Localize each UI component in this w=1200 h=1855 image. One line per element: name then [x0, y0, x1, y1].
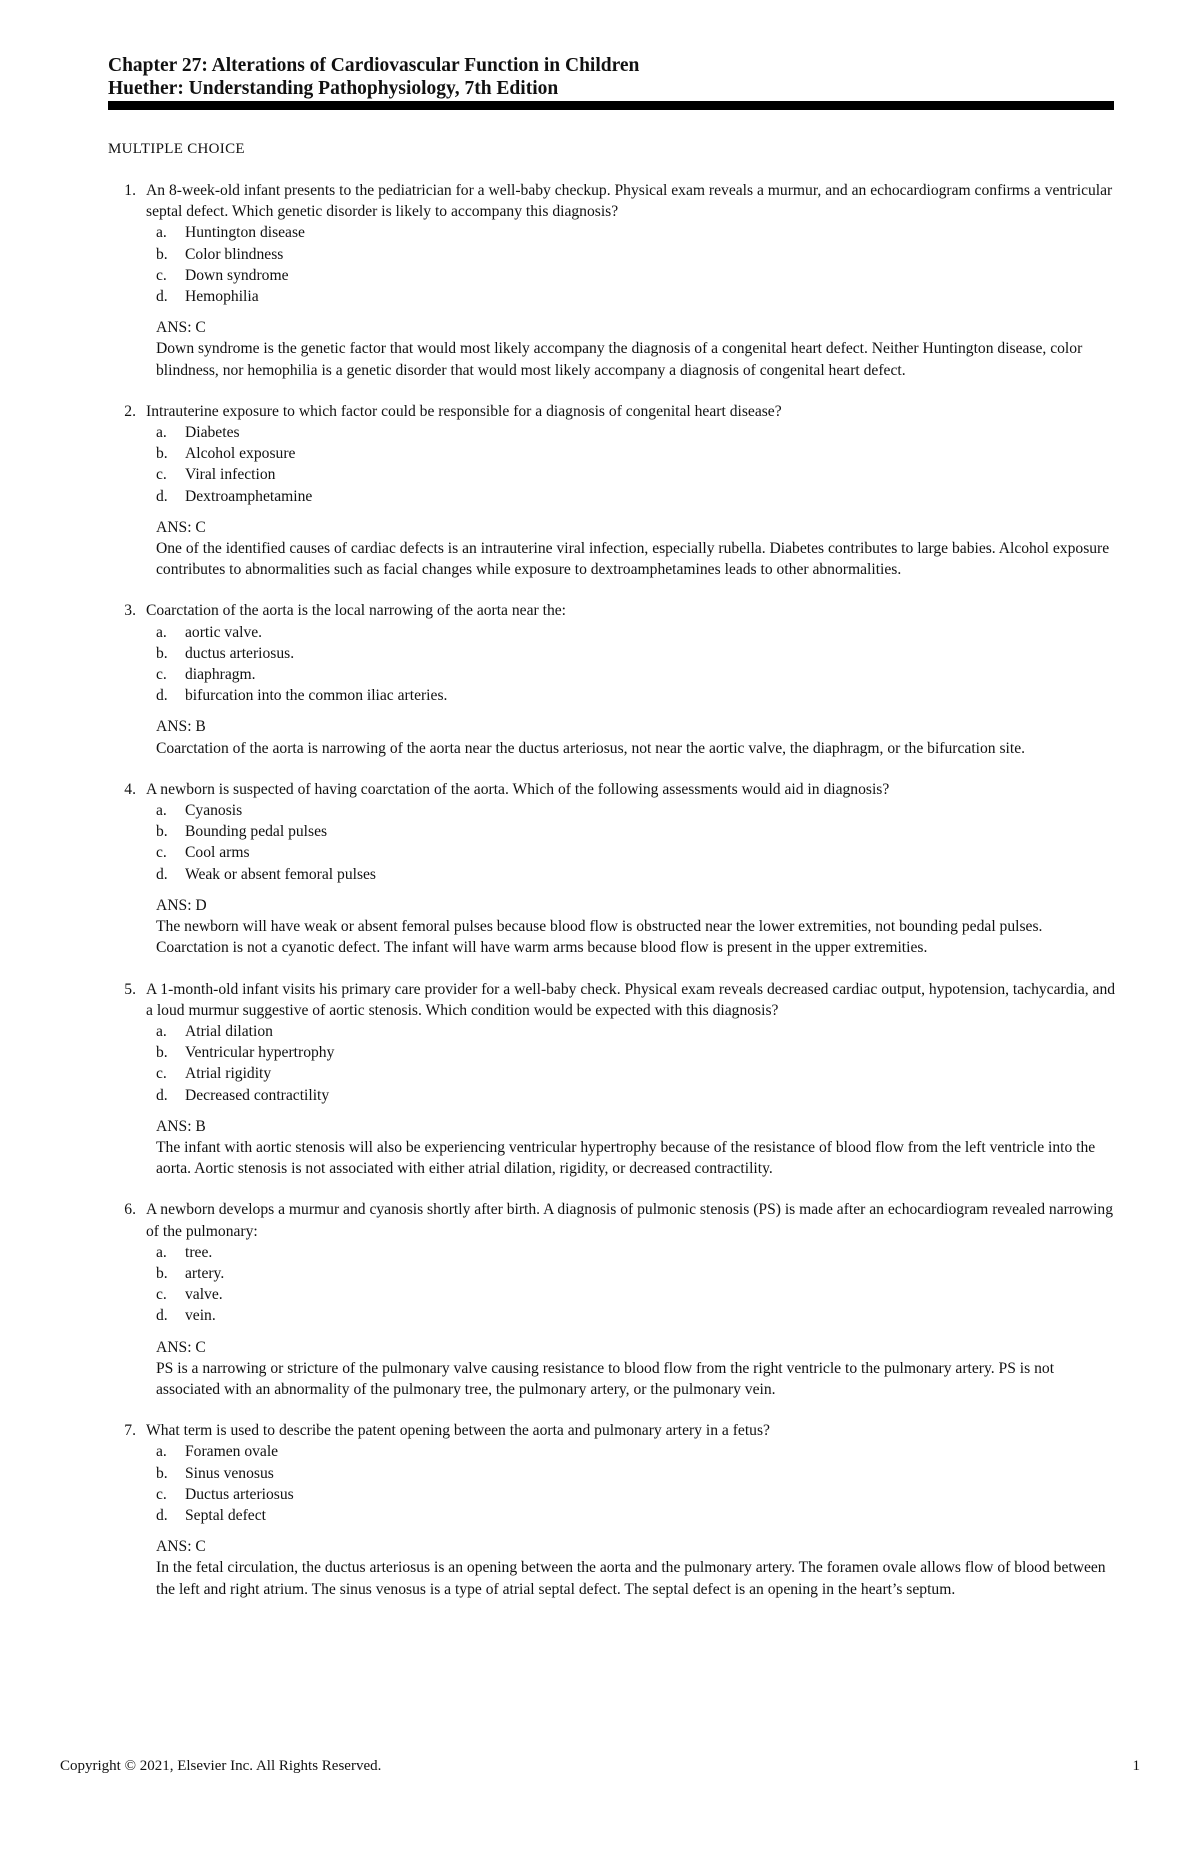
answer-rationale: In the fetal circulation, the ductus arteriosus is an opening between the aorta and the pulmonary artery. The foramen ovale allows flow of blood between the left and right atrium. The sinus venosus is a type of atrial septal defect. The septal defect is an opening in the heart’s septum.: [156, 1559, 1106, 1598]
answer-block: [156, 1337, 1118, 1401]
answer-key: ANS: C: [156, 1338, 206, 1356]
question-stem: A 1-month-old infant visits his primary care provider for a well-baby check. Physical exam reveals decreased cardiac output, hypotension, tachycardia, and a loud murmur suggestive of aortic stenosis. Which condition would be expected with this diagnosis?: [146, 980, 1116, 1019]
choice-text: Atrial rigidity: [185, 1065, 272, 1083]
choice-item: [156, 842, 1118, 863]
answer-key: ANS: B: [156, 1117, 206, 1135]
choice-item: [156, 486, 1118, 507]
answer-block: [156, 517, 1118, 581]
choice-letter: a.: [156, 1243, 167, 1261]
choice-letter: b.: [156, 1464, 168, 1482]
choice-item: [156, 685, 1118, 706]
choice-letter: a.: [156, 1443, 167, 1461]
question-item: [108, 401, 1118, 581]
choice-item: [156, 464, 1118, 485]
question-item: [108, 1199, 1118, 1400]
book-title: Huether: Understanding Pathophysiology, 7th Edition: [108, 78, 559, 99]
question-item: [108, 180, 1118, 381]
answer-key: ANS: C: [156, 518, 206, 536]
choice-list: [156, 1441, 1118, 1526]
choice-text: Diabetes: [185, 424, 240, 442]
question-number: 2.: [124, 402, 136, 420]
answer-block: [156, 1116, 1118, 1180]
choice-letter: c.: [156, 1286, 167, 1304]
choice-item: [156, 1305, 1118, 1326]
choice-text: bifurcation into the common iliac arteries.: [185, 687, 448, 705]
choice-text: Down syndrome: [185, 266, 289, 284]
question-stem: What term is used to describe the patent opening between the aorta and pulmonary artery in a fetus?: [146, 1422, 770, 1440]
answer-block: [156, 716, 1118, 758]
answer-block: [156, 317, 1118, 381]
choice-item: [156, 422, 1118, 443]
choice-text: Decreased contractility: [185, 1086, 330, 1104]
choice-text: artery.: [185, 1264, 225, 1282]
choice-letter: d.: [156, 1086, 168, 1104]
choice-text: ductus arteriosus.: [185, 644, 295, 662]
choice-text: Bounding pedal pulses: [185, 823, 328, 841]
choice-letter: c.: [156, 266, 167, 284]
choice-letter: d.: [156, 865, 168, 883]
choice-letter: d.: [156, 487, 168, 505]
choice-letter: c.: [156, 1485, 167, 1503]
choice-text: Ductus arteriosus: [185, 1485, 294, 1503]
choice-letter: c.: [156, 666, 167, 684]
choice-item: [156, 1042, 1118, 1063]
choice-text: Viral infection: [185, 466, 276, 484]
choice-text: Ventricular hypertrophy: [185, 1044, 335, 1062]
choice-text: Cyanosis: [185, 802, 243, 820]
choice-item: [156, 286, 1118, 307]
choice-letter: d.: [156, 288, 168, 306]
choice-item: [156, 622, 1118, 643]
choice-letter: a.: [156, 1022, 167, 1040]
choice-letter: b.: [156, 245, 168, 263]
choice-list: [156, 800, 1118, 885]
choice-text: Dextroamphetamine: [185, 487, 313, 505]
question-number: 4.: [124, 780, 136, 798]
question-number: 5.: [124, 980, 136, 998]
header-divider: [108, 101, 1114, 110]
answer-rationale: The newborn will have weak or absent femoral pulses because blood flow is obstructed near the lower extremities, not bounding pedal pulses. Coarctation is not a cyanotic defect. The infant will have warm arms because blood flow is present in the upper extremities.: [156, 918, 1043, 957]
answer-rationale: Coarctation of the aorta is narrowing of the aorta near the ductus arteriosus, not near the aortic valve, the diaphragm, or the bifurcation site.: [156, 739, 1026, 757]
answer-key: ANS: B: [156, 718, 206, 736]
question-list: [108, 180, 1118, 1620]
choice-text: Hemophilia: [185, 288, 259, 306]
choice-item: [156, 864, 1118, 885]
choice-letter: a.: [156, 424, 167, 442]
choice-item: [156, 443, 1118, 464]
question-item: [108, 779, 1118, 959]
question-stem: A newborn is suspected of having coarctation of the aorta. Which of the following assessments would aid in diagnosis?: [146, 780, 890, 798]
choice-letter: a.: [156, 802, 167, 820]
choice-text: Cool arms: [185, 844, 250, 862]
choice-text: Atrial dilation: [185, 1022, 273, 1040]
page-header: [108, 54, 1113, 100]
choice-letter: b.: [156, 445, 168, 463]
choice-letter: d.: [156, 1307, 168, 1325]
choice-item: [156, 643, 1118, 664]
choice-item: [156, 265, 1118, 286]
choice-text: diaphragm.: [185, 666, 256, 684]
question-stem: An 8-week-old infant presents to the pediatrician for a well-baby checkup. Physical exam reveals a murmur, and an echocardiogram confirms a ventricular septal defect. Which genetic disorder is likely to accompany this diagnosis?: [146, 182, 1113, 221]
choice-letter: c.: [156, 1065, 167, 1083]
choice-letter: a.: [156, 623, 167, 641]
answer-rationale: One of the identified causes of cardiac defects is an intrauterine viral infection, especially rubella. Diabetes contributes to large babies. Alcohol exposure contributes to abnormalities such as facial changes while exposure to dextroamphetamines leads to other abnormalities.: [156, 540, 1110, 579]
answer-rationale: Down syndrome is the genetic factor that would most likely accompany the diagnosis of a congenital heart defect. Neither Huntington disease, color blindness, nor hemophilia is a genetic disorder that would most likely accompany a diagnosis of congenital heart defect.: [156, 340, 1083, 379]
choice-text: tree.: [185, 1243, 213, 1261]
chapter-title: Chapter 27: Alterations of Cardiovascular Function in Children: [108, 55, 640, 76]
answer-block: [156, 1536, 1118, 1600]
choice-item: [156, 244, 1118, 265]
choice-letter: a.: [156, 224, 167, 242]
choice-item: [156, 1263, 1118, 1284]
choice-item: [156, 1242, 1118, 1263]
question-stem: A newborn develops a murmur and cyanosis shortly after birth. A diagnosis of pulmonic stenosis (PS) is made after an echocardiogram revealed narrowing of the pulmonary:: [146, 1201, 1114, 1240]
question-number: 7.: [124, 1422, 136, 1440]
copyright-notice: Copyright © 2021, Elsevier Inc. All Rights Reserved.: [60, 1758, 382, 1774]
choice-text: Septal defect: [185, 1506, 266, 1524]
answer-rationale: The infant with aortic stenosis will also be experiencing ventricular hypertrophy because of the resistance of blood flow from the left ventricle into the aorta. Aortic stenosis is not associated with either atrial dilation, rigidity, or decreased contractility.: [156, 1138, 1096, 1178]
choice-letter: d.: [156, 1506, 168, 1524]
question-item: [108, 979, 1118, 1180]
choice-item: [156, 1441, 1118, 1462]
choice-item: [156, 1284, 1118, 1305]
choice-text: aortic valve.: [185, 623, 263, 641]
choice-letter: b.: [156, 1264, 168, 1282]
section-title: MULTIPLE CHOICE: [108, 141, 245, 157]
question-number: 1.: [124, 182, 136, 199]
choice-list: [156, 422, 1118, 507]
choice-text: Huntington disease: [185, 224, 305, 242]
choice-text: Sinus venosus: [185, 1464, 274, 1482]
choice-letter: d.: [156, 687, 168, 705]
choice-list: [156, 1242, 1118, 1327]
choice-item: [156, 1484, 1118, 1505]
choice-item: [156, 664, 1118, 685]
choice-item: [156, 1063, 1118, 1084]
choice-text: Foramen ovale: [185, 1443, 279, 1461]
choice-item: [156, 1085, 1118, 1106]
choice-item: [156, 1463, 1118, 1484]
answer-key: ANS: D: [156, 896, 207, 914]
choice-list: [156, 1021, 1118, 1106]
answer-rationale: PS is a narrowing or stricture of the pulmonary valve causing resistance to blood flow from the right ventricle to the pulmonary artery. PS is not associated with an abnormality of the pulmonary tree, the pulmonary artery, or the pulmonary vein.: [156, 1359, 1055, 1398]
answer-block: [156, 895, 1118, 959]
page-number: 1: [1132, 1758, 1140, 1774]
question-number: 3.: [124, 602, 136, 620]
choice-letter: c.: [156, 844, 167, 862]
choice-item: [156, 821, 1118, 842]
choice-text: vein.: [185, 1307, 216, 1325]
choice-letter: b.: [156, 823, 168, 841]
answer-key: ANS: C: [156, 319, 206, 337]
choice-text: Color blindness: [185, 245, 284, 263]
question-number: 6.: [124, 1201, 136, 1219]
answer-key: ANS: C: [156, 1538, 206, 1556]
choice-text: Weak or absent femoral pulses: [185, 865, 377, 883]
choice-item: [156, 1505, 1118, 1526]
choice-text: valve.: [185, 1286, 223, 1304]
choice-item: [156, 800, 1118, 821]
choice-item: [156, 1021, 1118, 1042]
choice-letter: b.: [156, 1044, 168, 1062]
choice-list: [156, 622, 1118, 707]
question-item: [108, 1420, 1118, 1600]
choice-letter: c.: [156, 466, 167, 484]
question-stem: Intrauterine exposure to which factor could be responsible for a diagnosis of congenital heart disease?: [146, 402, 782, 420]
choice-text: Alcohol exposure: [185, 445, 296, 463]
choice-item: [156, 222, 1118, 243]
question-item: [108, 600, 1118, 758]
choice-list: [156, 222, 1118, 307]
choice-letter: b.: [156, 644, 168, 662]
question-stem: Coarctation of the aorta is the local narrowing of the aorta near the:: [146, 602, 566, 620]
